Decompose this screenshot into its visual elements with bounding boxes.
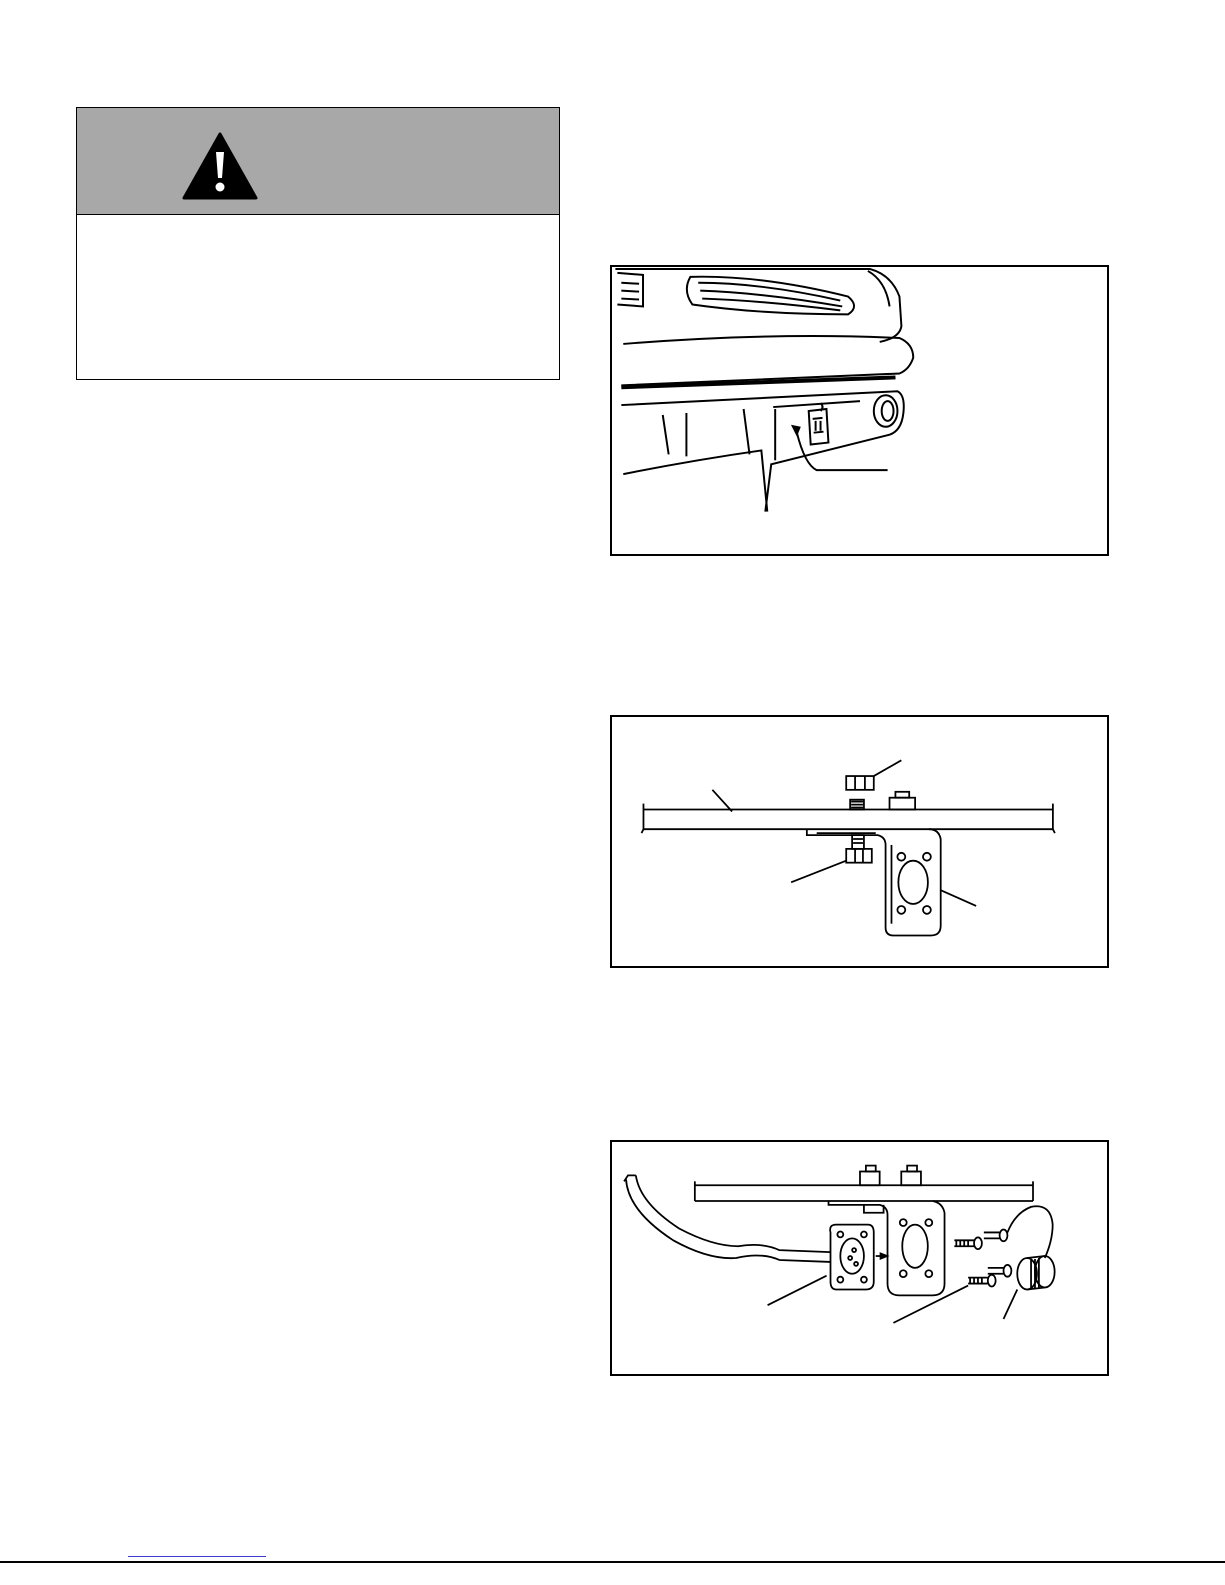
footer-link-underline[interactable] bbox=[128, 1556, 266, 1557]
warning-box bbox=[76, 107, 560, 380]
figure-connector-assembly bbox=[610, 1140, 1109, 1376]
figure-bracket-mounting bbox=[610, 715, 1109, 968]
bumper-illustration bbox=[612, 267, 1107, 554]
connector-illustration bbox=[612, 1142, 1107, 1374]
warning-header bbox=[77, 108, 559, 215]
bottom-rule bbox=[0, 1561, 1225, 1563]
figure-bumper-receptacle bbox=[610, 265, 1109, 556]
warning-triangle-icon bbox=[182, 132, 258, 200]
bracket-illustration bbox=[612, 717, 1107, 966]
